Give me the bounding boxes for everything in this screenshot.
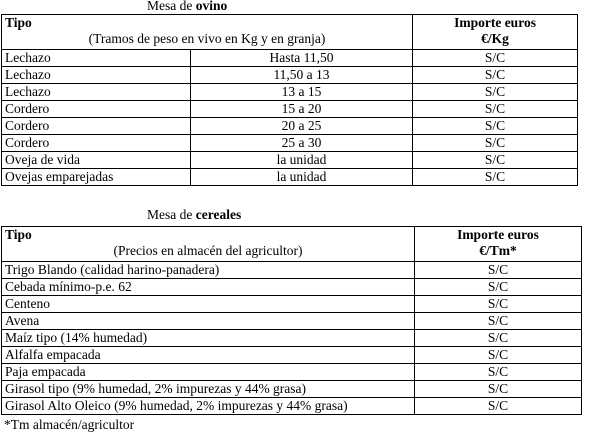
- cereales-tipo-cell: Centeno: [2, 296, 415, 313]
- table-row: [2, 381, 582, 398]
- cereales-header-importe: Importe euros: [457, 227, 539, 242]
- table-row: [2, 135, 578, 152]
- ovino-tipo-cell: Cordero: [2, 101, 191, 118]
- ovino-table: [1, 14, 578, 186]
- ovino-tipo-cell: Cordero: [2, 135, 191, 152]
- cereales-caption-bold: cereales: [195, 207, 242, 222]
- ovino-header-tipo: Tipo: [5, 15, 32, 30]
- ovino-importe-cell: S/C: [413, 118, 578, 135]
- ovino-tipo-cell: Cordero: [2, 118, 191, 135]
- table-row: [2, 279, 582, 296]
- table-row: [2, 169, 578, 186]
- cereales-caption: [147, 207, 241, 223]
- ovino-importe-cell: S/C: [413, 169, 578, 186]
- cereales-table: [1, 226, 582, 415]
- ovino-tramo-cell: la unidad: [191, 169, 413, 186]
- ovino-importe-cell: S/C: [413, 50, 578, 67]
- cereales-importe-cell: S/C: [415, 330, 582, 347]
- cereales-tipo-cell: Avena: [2, 313, 415, 330]
- table-row: [2, 398, 582, 415]
- ovino-tipo-cell: Lechazo: [2, 84, 191, 101]
- ovino-caption-bold: ovino: [195, 0, 228, 13]
- cereales-header-sub: (Precios en almacén del agricultor): [113, 243, 303, 258]
- cereales-importe-cell: S/C: [415, 296, 582, 313]
- ovino-body: [2, 50, 578, 186]
- ovino-tipo-cell: Lechazo: [2, 50, 191, 67]
- ovino-tipo-cell: Lechazo: [2, 67, 191, 84]
- ovino-header-row: [2, 15, 578, 50]
- cereales-tipo-cell: Girasol Alto Oleico (9% humedad, 2% impurezas y 44% grasa): [2, 398, 415, 415]
- cereales-tipo-cell: Alfalfa empacada: [2, 347, 415, 364]
- ovino-header-tipo-cell: [2, 15, 413, 50]
- cereales-importe-cell: S/C: [415, 279, 582, 296]
- ovino-importe-cell: S/C: [413, 135, 578, 152]
- ovino-tipo-cell: Ovejas emparejadas: [2, 169, 191, 186]
- ovino-importe-cell: S/C: [413, 84, 578, 101]
- ovino-header-importe: Importe euros: [454, 15, 536, 30]
- ovino-caption: [147, 0, 227, 14]
- cereales-header-tipo: Tipo: [5, 227, 32, 242]
- cereales-footnote: *Tm almacén/agricultor: [4, 417, 135, 432]
- ovino-tramo-cell: 20 a 25: [191, 118, 413, 135]
- cereales-header-row: [2, 227, 582, 262]
- ovino-tramo-cell: Hasta 11,50: [191, 50, 413, 67]
- ovino-tramo-cell: 11,50 a 13: [191, 67, 413, 84]
- table-row: [2, 50, 578, 67]
- ovino-tramo-cell: 15 a 20: [191, 101, 413, 118]
- ovino-importe-cell: S/C: [413, 101, 578, 118]
- table-row: [2, 101, 578, 118]
- cereales-importe-cell: S/C: [415, 381, 582, 398]
- cereales-caption-prefix: Mesa de: [147, 207, 196, 222]
- cereales-tipo-cell: Girasol tipo (9% humedad, 2% impurezas y 44% grasa): [2, 381, 415, 398]
- ovino-tipo-cell: Oveja de vida: [2, 152, 191, 169]
- table-row: [2, 84, 578, 101]
- ovino-tramo-cell: 25 a 30: [191, 135, 413, 152]
- table-row: [2, 330, 582, 347]
- cereales-importe-cell: S/C: [415, 364, 582, 381]
- ovino-header-importe-cell: [413, 15, 578, 50]
- cereales-header-tipo-cell: [2, 227, 415, 262]
- cereales-header-importe-cell: [415, 227, 582, 262]
- cereales-tipo-cell: Paja empacada: [2, 364, 415, 381]
- table-row: [2, 347, 582, 364]
- cereales-tipo-cell: Trigo Blando (calidad harino-panadera): [2, 262, 415, 279]
- ovino-header-sub: (Tramos de peso en vivo en Kg y en granja): [88, 31, 326, 46]
- ovino-caption-prefix: Mesa de: [147, 0, 196, 13]
- cereales-tipo-cell: Maíz tipo (14% humedad): [2, 330, 415, 347]
- cereales-header-unit: €/Tm*: [479, 243, 517, 258]
- cereales-importe-cell: S/C: [415, 262, 582, 279]
- table-row: [2, 364, 582, 381]
- table-row: [2, 152, 578, 169]
- ovino-importe-cell: S/C: [413, 152, 578, 169]
- ovino-header-unit: €/Kg: [481, 31, 509, 46]
- cereales-importe-cell: S/C: [415, 347, 582, 364]
- cereales-importe-cell: S/C: [415, 313, 582, 330]
- table-row: [2, 118, 578, 135]
- table-row: [2, 313, 582, 330]
- ovino-importe-cell: S/C: [413, 67, 578, 84]
- ovino-tramo-cell: la unidad: [191, 152, 413, 169]
- ovino-tramo-cell: 13 a 15: [191, 84, 413, 101]
- cereales-body: [2, 262, 582, 415]
- cereales-importe-cell: S/C: [415, 398, 582, 415]
- table-row: [2, 67, 578, 84]
- table-row: [2, 262, 582, 279]
- table-row: [2, 296, 582, 313]
- cereales-tipo-cell: Cebada mínimo-p.e. 62: [2, 279, 415, 296]
